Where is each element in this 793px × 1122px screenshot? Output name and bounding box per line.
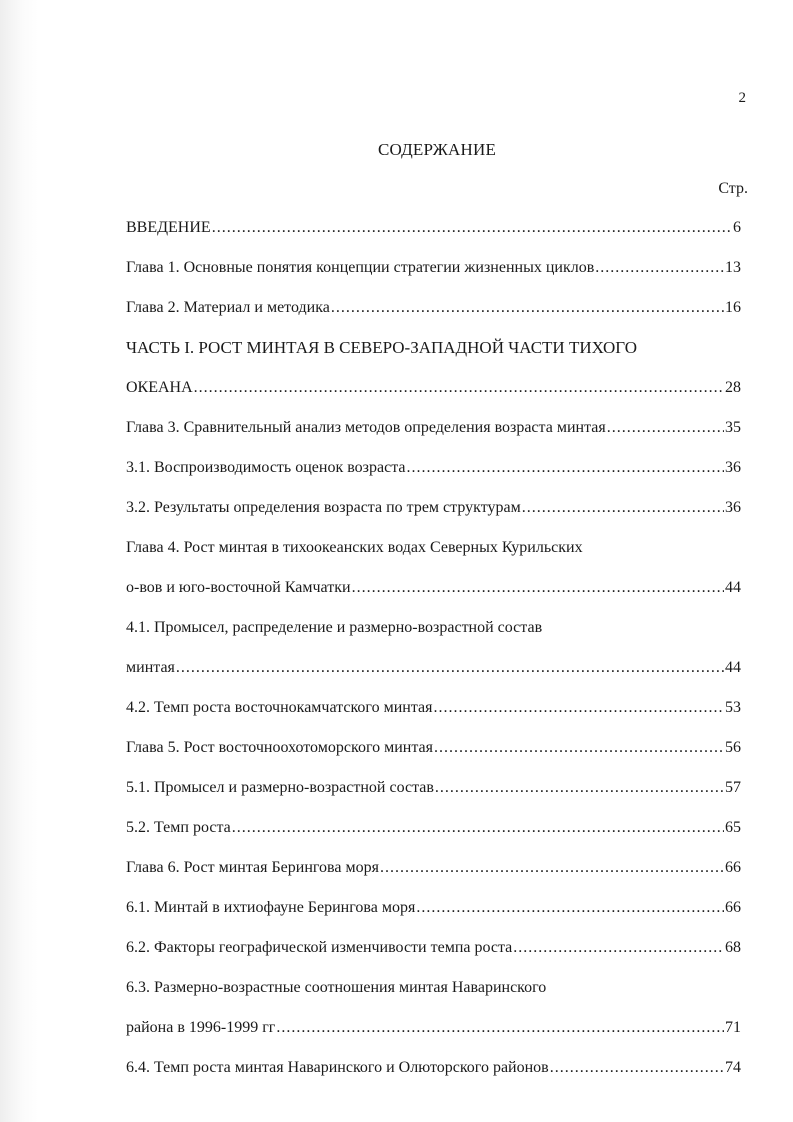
- toc-entry-page: 44: [725, 659, 741, 676]
- toc-entry-title: 5.2. Темп роста: [126, 819, 231, 836]
- dot-leader: [275, 1018, 724, 1038]
- toc-entry-page: 66: [725, 899, 741, 916]
- toc-entry-title: 3.2. Результаты определения возраста по трем структурам: [126, 499, 521, 516]
- toc-entry-title: Глава 6. Рост минтая Берингова моря: [126, 859, 379, 876]
- toc-entry-page: 28: [725, 379, 741, 396]
- toc-entry-page: 36: [725, 459, 741, 476]
- toc-entry-section-3-1[interactable]: [126, 458, 741, 498]
- dot-leader: [175, 658, 724, 678]
- toc-entry-title-line1: ЧАСТЬ I. РОСТ МИНТАЯ В СЕВЕРО-ЗАПАДНОЙ ЧАСТИ ТИХОГО: [126, 338, 637, 357]
- page-column-header: Стр.: [718, 180, 748, 197]
- toc-entry-page: 35: [725, 419, 741, 436]
- toc-entry-title: Глава 2. Материал и методика: [126, 299, 330, 316]
- toc-entry-part-1[interactable]: [126, 338, 741, 418]
- toc-entry-chapter-1[interactable]: [126, 258, 741, 298]
- toc-entry-chapter-2[interactable]: [126, 298, 741, 338]
- toc-entry-page: 16: [725, 299, 741, 316]
- toc-entry-title-line1: 6.3. Размерно-возрастные соотношения минтая Наваринского: [126, 979, 547, 996]
- toc-entry-section-6-1[interactable]: [126, 898, 741, 938]
- dot-leader: [231, 818, 724, 838]
- toc-entry-title: 6.4. Темп роста минтая Наваринского и Олюторского районов: [126, 1059, 549, 1076]
- toc-entry-title-line1: 4.1. Промысел, распределение и размерно-возрастной состав: [126, 619, 543, 636]
- toc-entry-page: 53: [725, 699, 741, 716]
- toc-entry-page: 65: [725, 819, 741, 836]
- toc-entry-page: 36: [725, 499, 741, 516]
- dot-leader: [405, 458, 724, 478]
- dot-leader: [193, 378, 724, 398]
- dot-leader: [379, 858, 724, 878]
- toc-entry-title: 6.2. Факторы географической изменчивости темпа роста: [126, 939, 513, 956]
- toc-entry-title-line2: ОКЕАНА: [126, 379, 193, 396]
- toc-entry-title: 3.1. Воспроизводимость оценок возраста: [126, 459, 406, 476]
- dot-leader: [594, 258, 724, 278]
- toc-entry-section-5-2[interactable]: [126, 818, 741, 858]
- toc-entry-chapter-3[interactable]: [126, 418, 741, 458]
- toc-entry-page: 56: [725, 739, 741, 756]
- toc-entry-chapter-6[interactable]: [126, 858, 741, 898]
- toc-entry-title-line2: района в 1996-1999 гг: [126, 1019, 276, 1036]
- toc-entry-section-4-2[interactable]: [126, 698, 741, 738]
- toc-entry-title: ВВЕДЕНИЕ: [126, 219, 211, 236]
- dot-leader: [434, 778, 724, 798]
- toc-entry-section-3-2[interactable]: [126, 498, 741, 538]
- dot-leader: [330, 298, 724, 318]
- dot-leader: [211, 218, 732, 238]
- dot-leader: [433, 738, 724, 758]
- toc-entry-section-6-3[interactable]: [126, 978, 741, 1058]
- dot-leader: [351, 578, 724, 598]
- dot-leader: [606, 418, 724, 438]
- toc-entry-page: 44: [725, 579, 741, 596]
- dot-leader: [512, 938, 724, 958]
- toc-entry-title: 4.2. Темп роста восточнокамчатского минтая: [126, 699, 433, 716]
- toc-entry-page: 74: [725, 1059, 741, 1076]
- toc-entry-chapter-5[interactable]: [126, 738, 741, 778]
- toc-entry-section-6-2[interactable]: [126, 938, 741, 978]
- dot-leader: [432, 698, 724, 718]
- toc-entry-chapter-4[interactable]: [126, 538, 741, 618]
- toc-entry-title: Глава 3. Сравнительный анализ методов определения возраста минтая: [126, 419, 606, 436]
- dot-leader: [549, 1058, 724, 1078]
- toc-entry-page: 57: [725, 779, 741, 796]
- toc-entry-title-line2: о-вов и юго-восточной Камчатки: [126, 579, 351, 596]
- toc-entry-title: Глава 5. Рост восточноохотоморского минтая: [126, 739, 433, 756]
- toc-entry-title: 5.1. Промысел и размерно-возрастной состав: [126, 779, 434, 796]
- toc-entry-title: Глава 1. Основные понятия концепции стратегии жизненных циклов: [126, 259, 595, 276]
- toc-entry-title-line1: Глава 4. Рост минтая в тихоокеанских водах Северных Курильских: [126, 539, 583, 556]
- dot-leader: [521, 498, 724, 518]
- toc-entry-title: 6.1. Минтай в ихтиофауне Берингова моря: [126, 899, 416, 916]
- toc-entry-page: 6: [733, 219, 741, 236]
- toc-entry-introduction[interactable]: [126, 218, 741, 258]
- toc-entry-section-5-1[interactable]: [126, 778, 741, 818]
- toc-entry-title-line2: минтая: [126, 659, 175, 676]
- toc-entry-page: 71: [725, 1019, 741, 1036]
- toc-entry-page: 13: [725, 259, 741, 276]
- page-number: 2: [738, 90, 746, 106]
- toc-entry-page: 68: [725, 939, 741, 956]
- page-title: СОДЕРЖАНИЕ: [377, 140, 497, 159]
- toc-entry-section-6-4[interactable]: [126, 1058, 741, 1098]
- dot-leader: [415, 898, 724, 918]
- table-of-contents: [126, 218, 741, 1098]
- scan-shadow: [0, 0, 38, 1122]
- toc-entry-section-4-1[interactable]: [126, 618, 741, 698]
- toc-entry-page: 66: [725, 859, 741, 876]
